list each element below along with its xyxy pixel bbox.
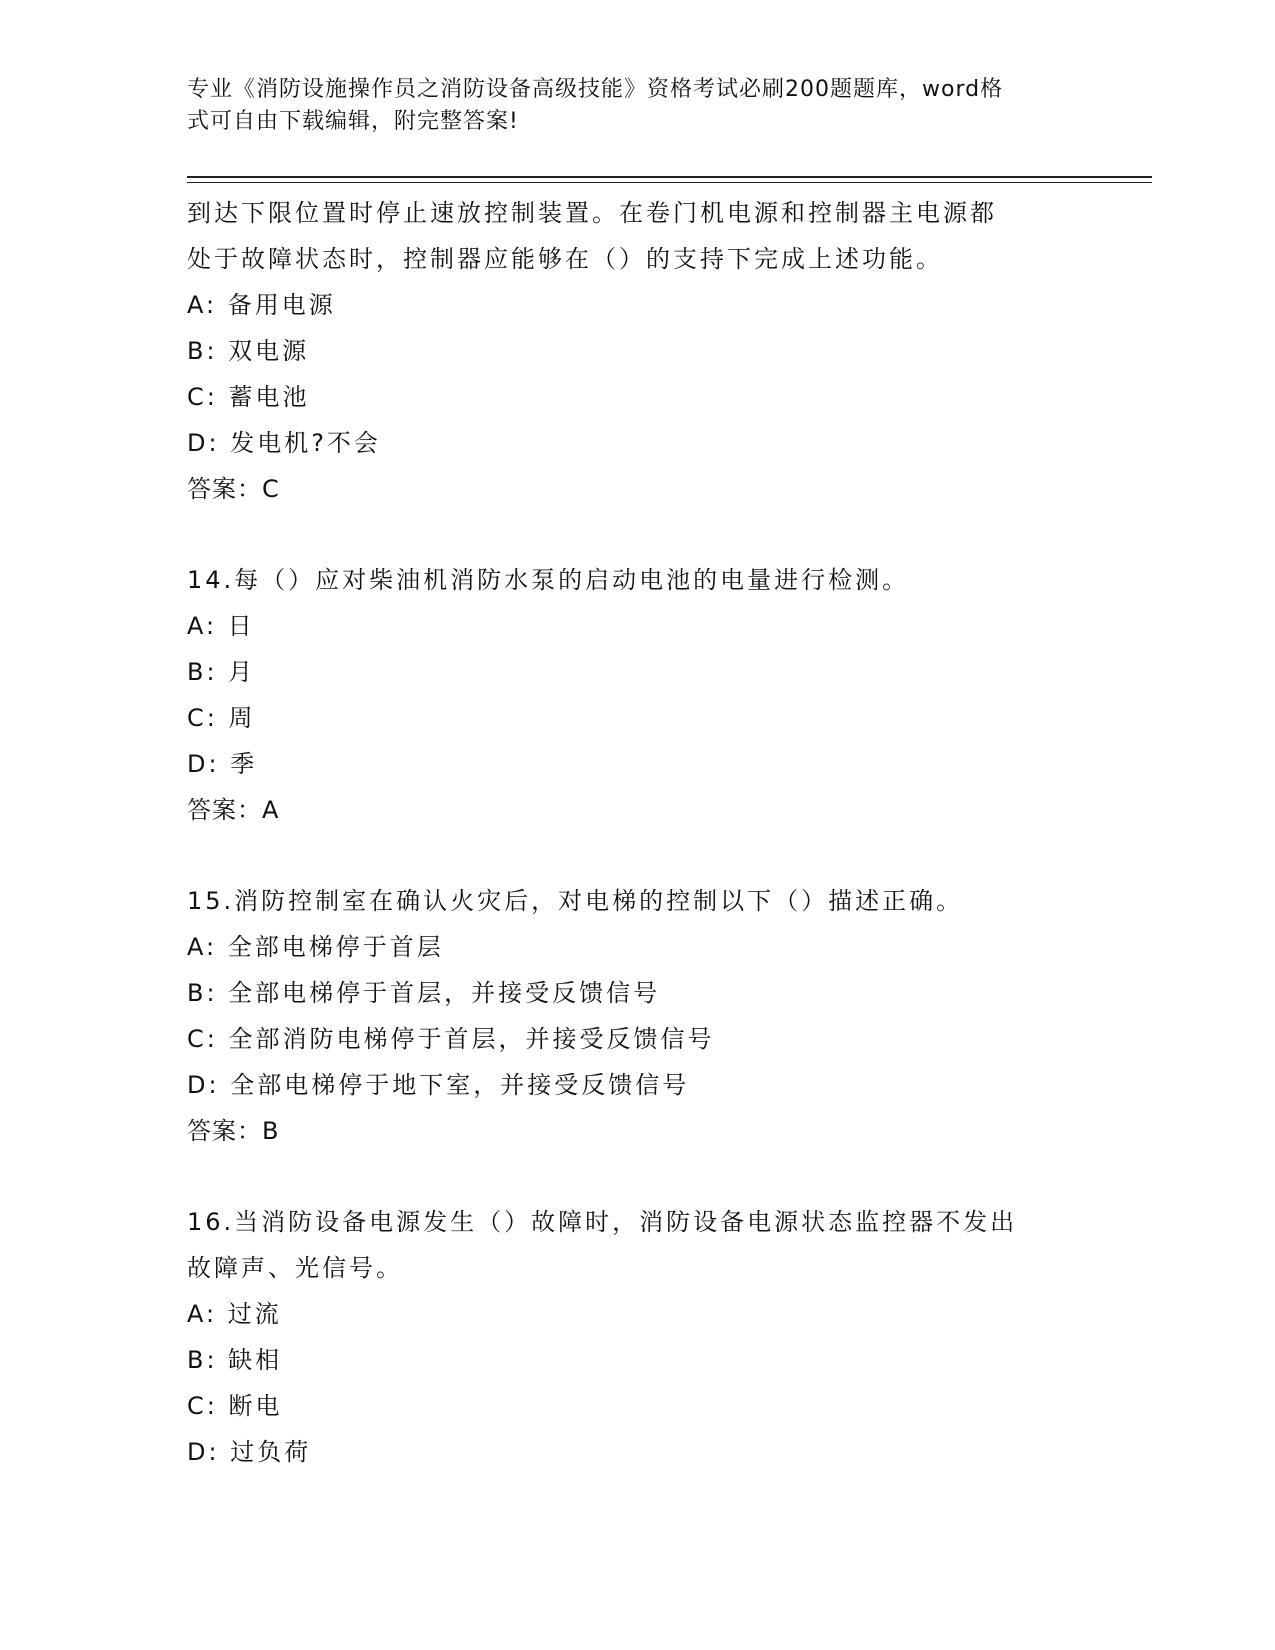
option-a: A: 日 xyxy=(187,612,255,640)
option-a: A: 过流 xyxy=(187,1300,282,1328)
question-stem-line: 15.消防控制室在确认火灾后，对电梯的控制以下（）描述正确。 xyxy=(187,887,964,915)
question-13 xyxy=(187,190,1087,512)
question-stem-line: 16.当消防设备电源发生（）故障时，消防设备电源状态监控器不发出 xyxy=(187,1208,1018,1236)
spacer xyxy=(187,833,1087,878)
question-stem-line: 到达下限位置时停止速放控制装置。在卷门机电源和控制器主电源都 xyxy=(187,199,997,227)
header-title-line-1: 专业《消防设施操作员之消防设备高级技能》资格考试必刷200题题库，word格 xyxy=(187,77,1004,102)
question-content xyxy=(187,190,1087,1475)
option-b: B: 缺相 xyxy=(187,1346,283,1374)
option-c: C: 周 xyxy=(187,704,256,732)
document-header xyxy=(187,74,1067,138)
question-15 xyxy=(187,878,1087,1154)
option-b: B: 全部电梯停于首层，并接受反馈信号 xyxy=(187,979,661,1007)
option-c: C: 断电 xyxy=(187,1392,283,1420)
option-d: D: 季 xyxy=(187,750,258,778)
answer-label: 答案：C xyxy=(187,475,280,503)
option-b: B: 月 xyxy=(187,658,256,686)
answer-label: 答案：A xyxy=(187,796,280,824)
question-stem-line: 14.每（）应对柴油机消防水泵的启动电池的电量进行检测。 xyxy=(187,566,910,594)
option-c: C: 蓄电池 xyxy=(187,383,310,411)
option-d: D: 过负荷 xyxy=(187,1438,312,1466)
header-divider-thin xyxy=(187,182,1152,183)
answer-label: 答案：B xyxy=(187,1117,280,1145)
option-c: C: 全部消防电梯停于首层，并接受反馈信号 xyxy=(187,1025,715,1053)
header-title-line-2: 式可自由下载编辑，附完整答案! xyxy=(187,109,519,134)
question-stem-line: 故障声、光信号。 xyxy=(187,1254,403,1282)
header-divider-thick xyxy=(187,176,1152,178)
option-a: A: 备用电源 xyxy=(187,291,336,319)
question-16 xyxy=(187,1199,1087,1475)
option-a: A: 全部电梯停于首层 xyxy=(187,933,444,961)
question-stem-line: 处于故障状态时，控制器应能够在（）的支持下完成上述功能。 xyxy=(187,245,943,273)
spacer xyxy=(187,512,1087,557)
spacer xyxy=(187,1154,1087,1199)
option-b: B: 双电源 xyxy=(187,337,310,365)
option-d: D: 发电机?不会 xyxy=(187,429,381,457)
question-14 xyxy=(187,557,1087,833)
option-d: D: 全部电梯停于地下室，并接受反馈信号 xyxy=(187,1071,690,1099)
